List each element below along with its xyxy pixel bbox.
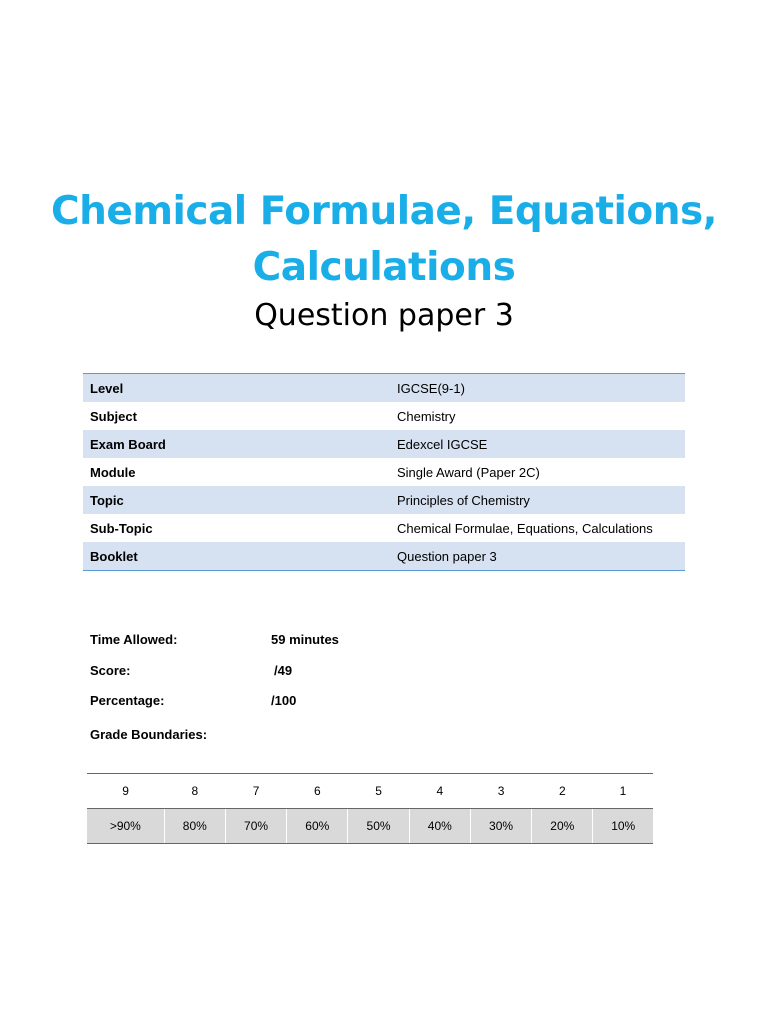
info-row-topic	[83, 486, 685, 514]
info-label: Exam Board	[83, 430, 390, 458]
grade-row	[87, 774, 653, 809]
time-allowed-value: 59 minutes	[271, 632, 339, 647]
info-row-sub-topic	[83, 514, 685, 542]
info-value: Question paper 3	[390, 542, 685, 571]
percent-cell: 20%	[532, 809, 593, 844]
percent-cell: 10%	[593, 809, 653, 844]
info-row-booklet	[83, 542, 685, 571]
percent-cell: 70%	[225, 809, 286, 844]
grade-boundaries-label: Grade Boundaries:	[90, 727, 208, 742]
percent-cell: 80%	[164, 809, 225, 844]
info-label: Sub-Topic	[90, 520, 153, 536]
grade-cell: 6	[287, 774, 348, 809]
info-row-module	[83, 458, 685, 486]
info-value: Single Award (Paper 2C)	[397, 464, 540, 480]
percent-cell: 60%	[287, 809, 348, 844]
percentage-value: /100	[271, 693, 297, 708]
info-value: IGCSE(9-1)	[390, 374, 685, 403]
grade-cell: 7	[225, 774, 286, 809]
percent-cell: >90%	[87, 809, 164, 844]
time-allowed-label: Time Allowed:	[90, 632, 178, 647]
info-label: Level	[83, 374, 390, 403]
grade-cell: 9	[87, 774, 164, 809]
grade-cell: 1	[593, 774, 653, 809]
document-title	[0, 184, 768, 296]
title-line-2: Calculations	[252, 245, 516, 290]
info-value: Principles of Chemistry	[390, 486, 685, 514]
grade-cell: 8	[164, 774, 225, 809]
info-label: Subject	[90, 408, 137, 424]
info-value: Edexcel IGCSE	[390, 430, 685, 458]
info-label: Module	[90, 464, 136, 480]
grade-cell: 3	[470, 774, 531, 809]
info-value: Chemical Formulae, Equations, Calculations	[397, 520, 653, 536]
grade-boundaries-table	[87, 773, 653, 844]
info-row-subject	[83, 402, 685, 430]
grade-cell: 2	[532, 774, 593, 809]
percent-cell: 30%	[470, 809, 531, 844]
title-line-1: Chemical Formulae, Equations,	[51, 189, 717, 234]
info-row-level	[83, 374, 685, 403]
info-value: Chemistry	[397, 408, 456, 424]
document-subtitle: Question paper 3	[254, 298, 514, 333]
grade-cell: 5	[348, 774, 409, 809]
score-label: Score:	[90, 663, 131, 678]
info-row-exam-board	[83, 430, 685, 458]
percent-cell: 50%	[348, 809, 409, 844]
percentage-label: Percentage:	[90, 693, 165, 708]
info-table	[83, 373, 685, 571]
score-value: /49	[274, 663, 293, 678]
grade-cell: 4	[409, 774, 470, 809]
info-label: Booklet	[83, 542, 390, 571]
percent-row	[87, 809, 653, 844]
percent-cell: 40%	[409, 809, 470, 844]
info-label: Topic	[83, 486, 390, 514]
